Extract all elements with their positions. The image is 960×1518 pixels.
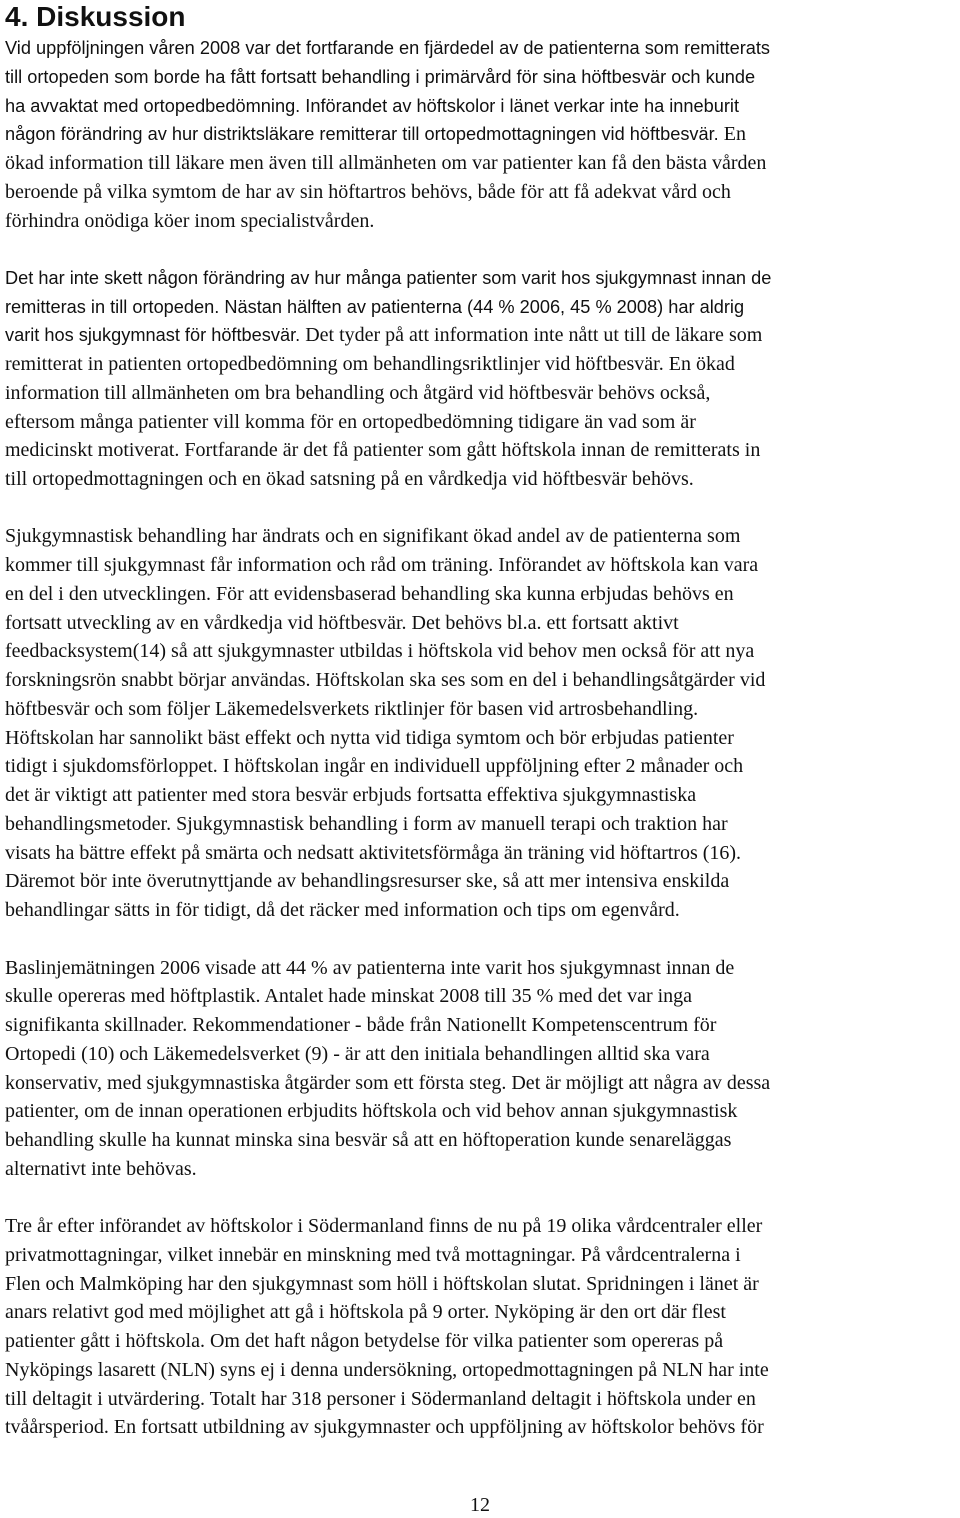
paragraph-line: Det har inte skett någon förändring av hur många patienter som varit hos sjukgymnast innan de <box>5 267 772 288</box>
paragraph-line: anars relativt god med möjlighet att gå i höftskola på 9 orter. Nyköping är den ort där flest <box>5 1301 726 1324</box>
paragraph-5 <box>5 1212 960 1442</box>
paragraph-1 <box>5 34 960 235</box>
paragraph-line: Höftskolan har sannolikt bäst effekt och nytta vid tidiga symtom och bör erbjudas patienter <box>5 726 734 749</box>
paragraph-line: någon förändring av hur distriktsläkare remitterar till ortopedmottagningen vid höftbesvär. En <box>5 123 746 146</box>
paragraph-line: det är viktigt att patienter med stora besvär erbjuds fortsatta effektiva sjukgymnastiska <box>5 784 697 807</box>
paragraph-line: till ortopedmottagningen och en ökad satsning på en vårdkedja vid höftbesvär behövs. <box>5 468 694 491</box>
paragraph-line: behandling skulle ha kunnat minska sina besvär så att en höftoperation kunde senareläggas <box>5 1129 732 1152</box>
paragraph-line: eftersom många patienter vill komma för en ortopedbedömning tidigare än vad som är <box>5 410 696 433</box>
paragraph-line: medicinskt motiverat. Fortfarande är det få patienter som gått höftskola innan de remitterats in <box>5 439 761 462</box>
paragraph-line: privatmottagningar, vilket innebär en minskning med två mottagningar. På vårdcentralerna i <box>5 1243 741 1266</box>
paragraph-line: feedbacksystem(14) så att sjukgymnaster utbildas i höftskola vid behov men också för att nya <box>5 640 755 663</box>
paragraph-line: tvåårsperiod. En fortsatt utbildning av sjukgymnaster och uppföljning av höftskolor behövs för <box>5 1416 764 1439</box>
paragraph-line: till deltagit i utvärdering. Totalt har 318 personer i Södermanland deltagit i höftskola under en <box>5 1387 756 1410</box>
paragraph-line: ökad information till läkare men även till allmänheten om var patienter kan få den bästa vården <box>5 152 767 174</box>
paragraph-line: ha avvaktat med ortopedbedömning. Införandet av höftskolor i länet verkar inte ha inneburit <box>5 95 740 116</box>
paragraph-line: Flen och Malmköping har den sjukgymnast som höll i höftskolan slutat. Spridningen i länet är <box>5 1272 759 1295</box>
page-number: 12 <box>470 1494 490 1516</box>
document-page <box>5 0 960 1442</box>
paragraph-line: förhindra onödiga köer inom specialistvården. <box>5 209 375 232</box>
paragraph-line: höftbesvär och som följer Läkemedelsverkets riktlinjer för basen vid artrosbehandling. <box>5 697 699 720</box>
section-heading: 4. Diskussion <box>5 1 186 32</box>
paragraph-line: visats ha bättre effekt på smärta och nedsatt aktivitetsförmåga än träning vid höftartros (16). <box>5 841 742 864</box>
paragraph-line: till ortopeden som borde ha fått fortsatt behandling i primärvård för sina höftbesvär och kunde <box>5 66 756 87</box>
paragraph-4 <box>5 954 960 1184</box>
paragraph-line: behandlingar sätts in för tidigt, då det räcker med information och tips om egenvård. <box>5 899 680 922</box>
paragraph-line: forskningsrön snabbt börjar användas. Höftskolan ska ses som en del i behandlingsåtgärder vid <box>5 669 766 692</box>
paragraph-line: tidigt i sjukdomsförloppet. I höftskolan ingår en individuell uppföljning efter 2 månader och <box>5 755 744 778</box>
paragraph-line: patienter, om de innan operationen erbjudits höftskola och vid behov annan sjukgymnastisk <box>5 1100 738 1123</box>
paragraph-line: en del i den utvecklingen. För att evidensbaserad behandling ska kunna erbjudas behövs en <box>5 582 734 605</box>
paragraph-line: Tre år efter införandet av höftskolor i Södermanland finns de nu på 19 olika vårdcentraler eller <box>5 1215 763 1238</box>
paragraph-line: beroende på vilka symtom de har av sin höftartros behövs, både för att få adekvat vård och <box>5 180 731 203</box>
paragraph-line: information till allmänheten om bra behandling och åtgärd vid höftbesvär behövs också, <box>5 381 711 404</box>
paragraph-line: fortsatt utveckling av en vårdkedja vid höftbesvär. Det behövs bl.a. ett fortsatt aktivt <box>5 611 679 634</box>
paragraph-line: Ortopedi (10) och Läkemedelsverket (9) - är att den initiala behandlingen alltid ska vara <box>5 1042 710 1065</box>
paragraph-2 <box>5 264 960 494</box>
paragraph-line: patienter gått i höftskola. Om det haft någon betydelse för vilka patienter som opereras på <box>5 1330 724 1353</box>
paragraph-line: remitteras in till ortopeden. Nästan hälften av patienterna (44 % 2006, 45 % 2008) har aldrig <box>5 296 745 317</box>
paragraph-line: alternativt inte behövas. <box>5 1157 197 1180</box>
paragraph-line: Vid uppföljningen våren 2008 var det fortfarande en fjärdedel av de patienterna som remitterats <box>5 38 771 58</box>
paragraph-line: Däremot bör inte överutnyttjande av behandlingsresurser ske, så att mer intensiva enskilda <box>5 870 730 893</box>
paragraph-3 <box>5 522 960 925</box>
paragraph-line: remitterat in patienten ortopedbedömning om behandlingsriktlinjer vid höftbesvär. En ökad <box>5 353 735 376</box>
paragraph-line: signifikanta skillnader. Rekommendationer - både från Nationellt Kompetenscentrum för <box>5 1014 717 1037</box>
paragraph-line: Nyköpings lasarett (NLN) syns ej i denna undersökning, ortopedmottagningen på NLN har inte <box>5 1358 769 1381</box>
paragraph-line: konservativ, med sjukgymnastiska åtgärder som ett första steg. Det är möjligt att några av dessa <box>5 1071 771 1094</box>
paragraph-line: Baslinjemätningen 2006 visade att 44 % av patienterna inte varit hos sjukgymnast innan de <box>5 956 735 979</box>
paragraph-line: Sjukgymnastisk behandling har ändrats och en signifikant ökad andel av de patienterna som <box>5 525 741 548</box>
paragraph-line: skulle opereras med höftplastik. Antalet hade minskat 2008 till 35 % med det var inga <box>5 985 693 1008</box>
paragraph-line: behandlingsmetoder. Sjukgymnastisk behandling i form av manuell terapi och traktion har <box>5 812 728 835</box>
paragraph-line: varit hos sjukgymnast för höftbesvär. Det tyder på att information inte nått ut till de läkare som <box>5 324 763 347</box>
paragraph-line: kommer till sjukgymnast får information och råd om träning. Införandet av höftskola kan vara <box>5 554 759 577</box>
